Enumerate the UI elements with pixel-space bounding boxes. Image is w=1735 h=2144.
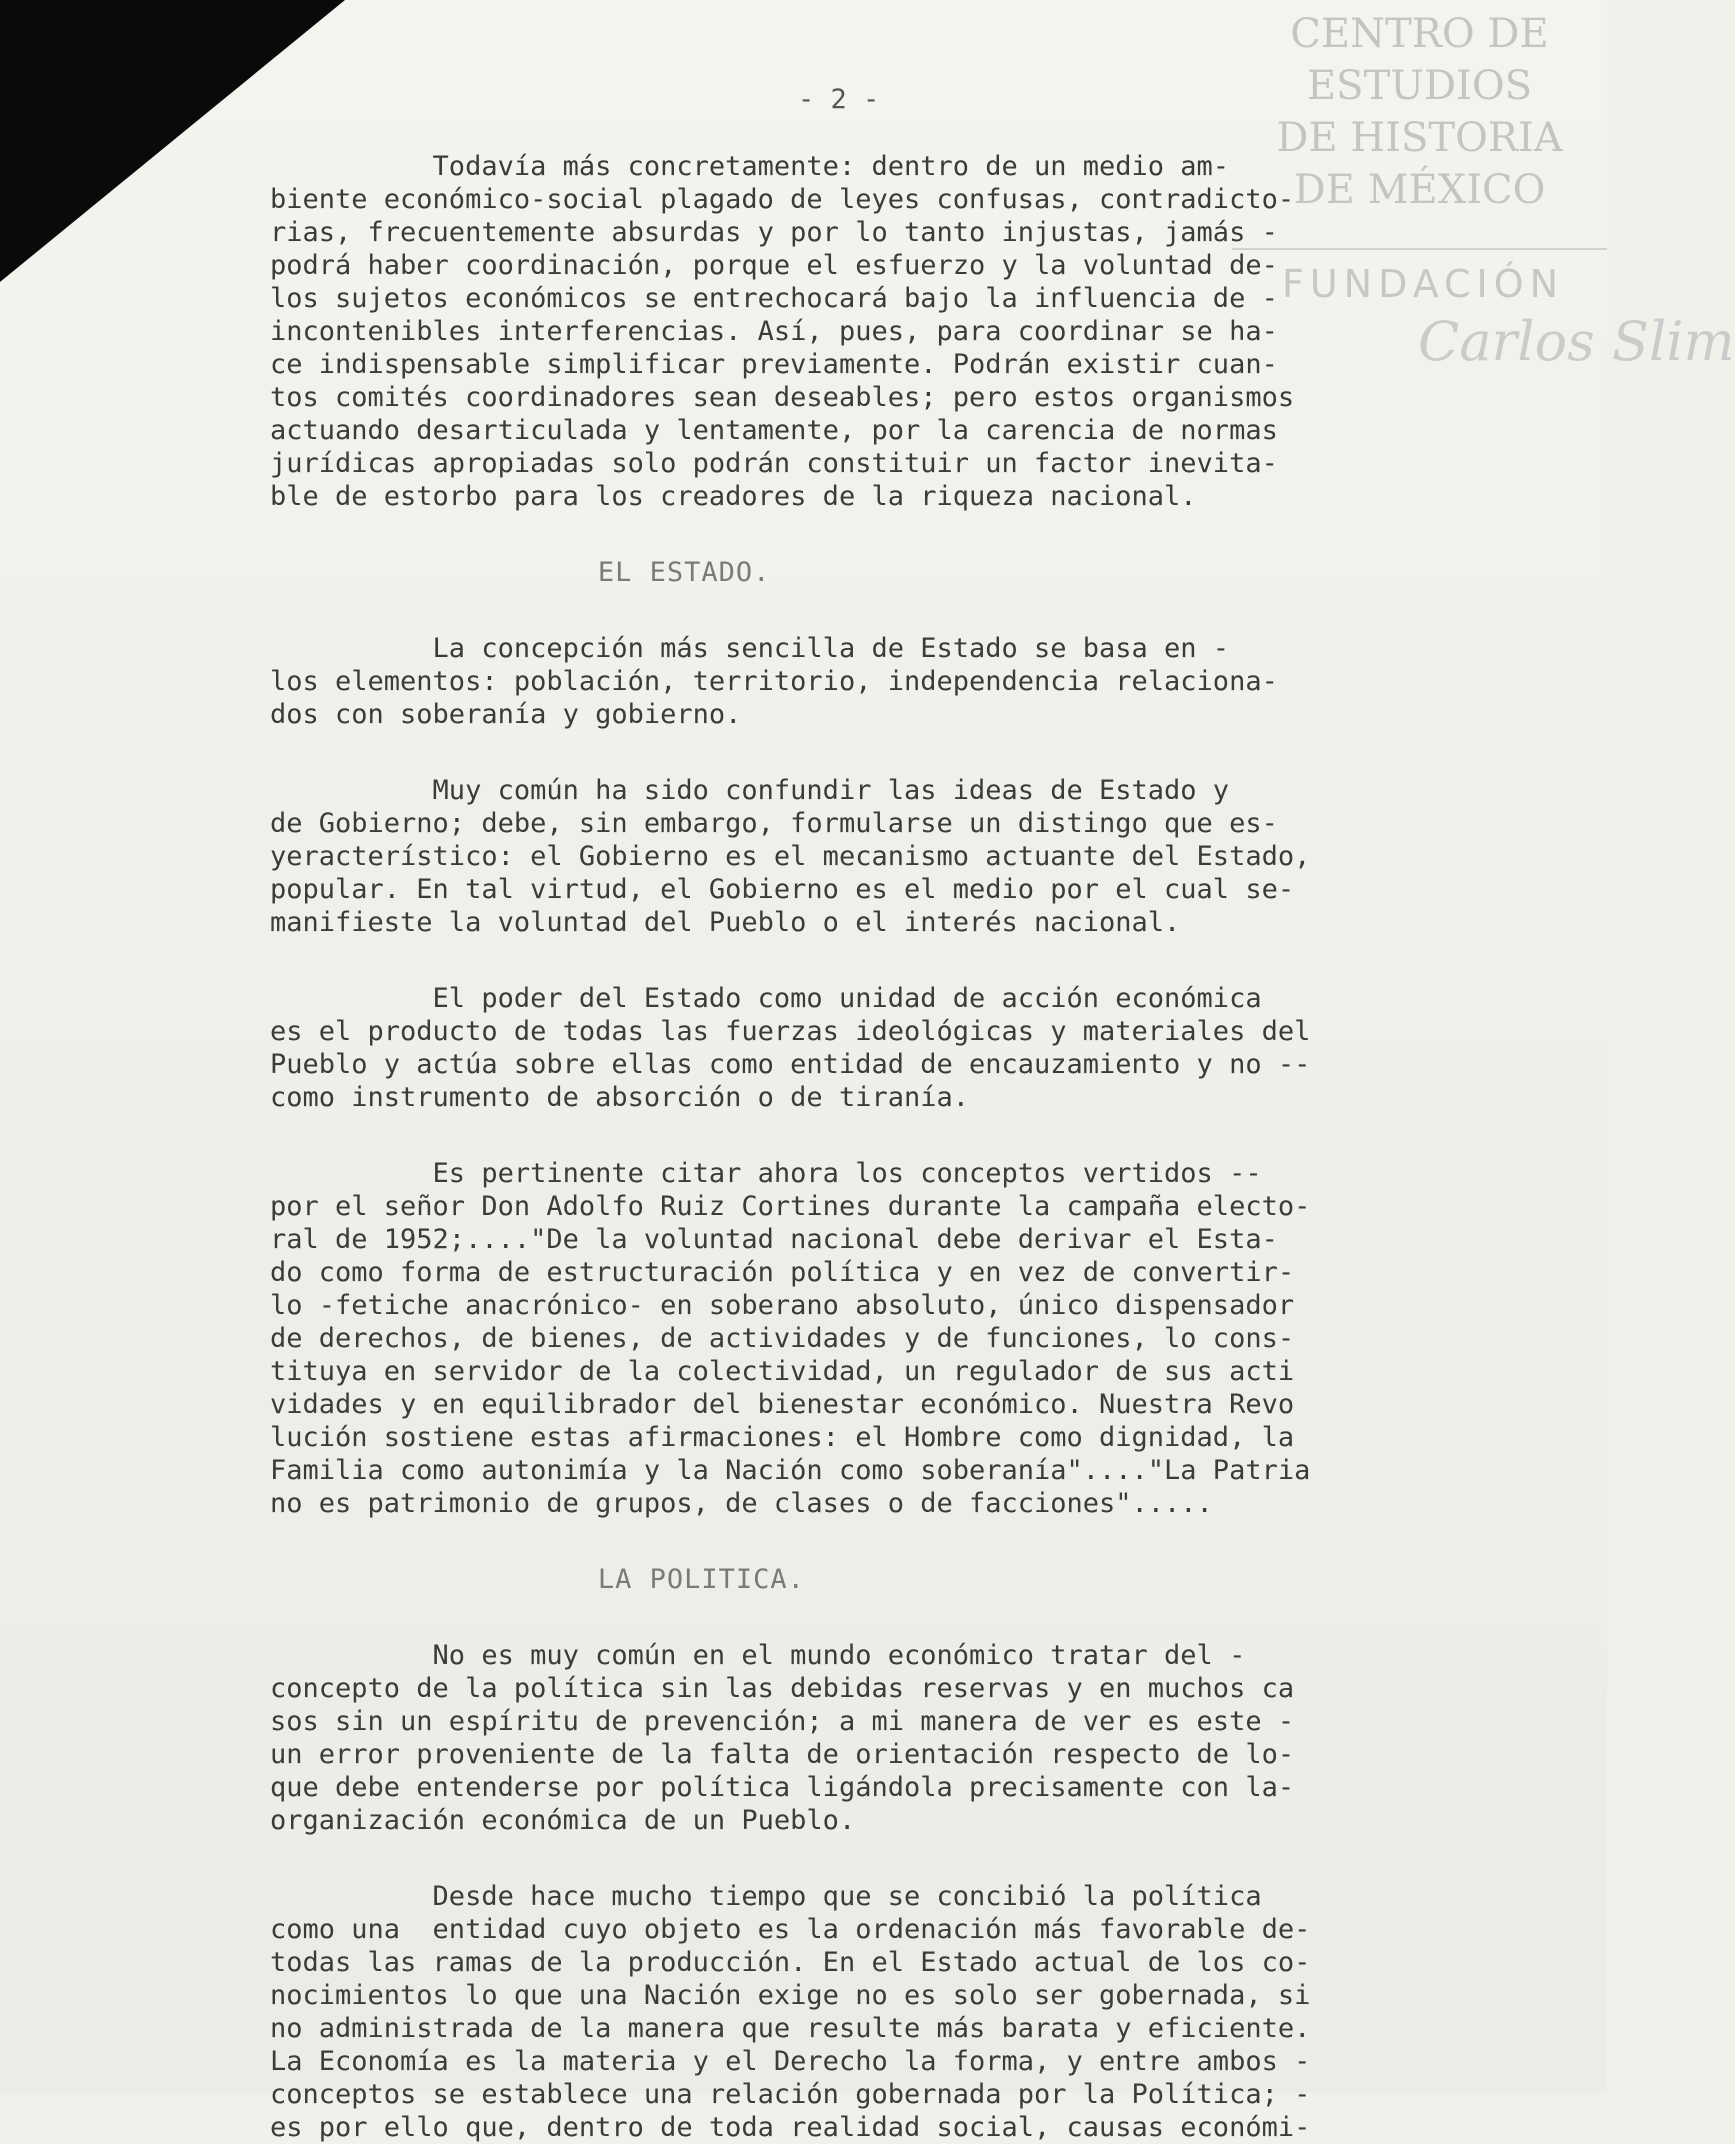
text-line: de Gobierno; debe, sin embargo, formularse un distingo que es-	[270, 808, 1278, 839]
text-line: El poder del Estado como unidad de acción económica	[270, 983, 1262, 1014]
paragraph-ordenacion-produccion	[270, 1880, 1500, 2144]
watermark-signature: Carlos Slim	[1418, 310, 1735, 373]
text-line: Familia como autonimía y la Nación como soberanía"...."La Patria	[270, 1455, 1311, 1486]
text-line: todas las ramas de la producción. En el Estado actual de los co-	[270, 1947, 1311, 1978]
text-line: yeracterístico: el Gobierno es el mecanismo actuante del Estado,	[270, 841, 1311, 872]
section-heading-estado: EL ESTADO.	[270, 557, 771, 588]
text-line: do como forma de estructuración política y en vez de convertir-	[270, 1257, 1295, 1288]
text-line: los elementos: población, territorio, independencia relaciona-	[270, 666, 1278, 697]
watermark-line: DE MÉXICO	[1293, 167, 1546, 213]
text-line: La concepción más sencilla de Estado se basa en -	[270, 633, 1230, 664]
watermark-line: ESTUDIOS	[1306, 63, 1533, 109]
paragraph-politica-economia	[270, 1639, 1500, 1837]
typewritten-body	[270, 150, 1500, 2144]
text-line: Desde hace mucho tiempo que se concibió la política	[270, 1881, 1262, 1912]
text-line: lo -fetiche anacrónico- en soberano absoluto, único dispensador	[270, 1290, 1295, 1321]
text-line: ble de estorbo para los creadores de la riqueza nacional.	[270, 481, 1197, 512]
text-line: dos con soberanía y gobierno.	[270, 699, 742, 730]
text-line: ral de 1952;...."De la voluntad nacional debe derivar el Esta-	[270, 1224, 1278, 1255]
watermark-fundacion: FUNDACIÓN	[1282, 262, 1565, 306]
text-line: que debe entenderse por política ligándola precisamente con la-	[270, 1772, 1295, 1803]
text-line: Es pertinente citar ahora los conceptos vertidos --	[270, 1158, 1262, 1189]
text-line: los sujetos económicos se entrechocará bajo la influencia de -	[270, 283, 1278, 314]
text-line: rias, frecuentemente absurdas y por lo tanto injustas, jamás -	[270, 217, 1278, 248]
text-line: como instrumento de absorción o de tiranía.	[270, 1082, 969, 1113]
text-line: concepto de la política sin las debidas reservas y en muchos ca	[270, 1673, 1295, 1704]
text-line: popular. En tal virtud, el Gobierno es el medio por el cual se-	[270, 874, 1295, 905]
paragraph-concepcion-estado	[270, 632, 1500, 731]
text-line: no es patrimonio de grupos, de clases o de facciones".....	[270, 1488, 1213, 1519]
text-line: como una entidad cuyo objeto es la ordenación más favorable de-	[270, 1914, 1311, 1945]
text-line: conceptos se establece una relación gobernada por la Política; -	[270, 2079, 1311, 2110]
text-line: es el producto de todas las fuerzas ideológicas y materiales del	[270, 1016, 1311, 1047]
text-line: ce indispensable simplificar previamente. Podrán existir cuan-	[270, 349, 1278, 380]
text-line: un error proveniente de la falta de orientación respecto de lo-	[270, 1739, 1295, 1770]
text-line: jurídicas apropiadas solo podrán constituir un factor inevita-	[270, 448, 1278, 479]
text-line: nocimientos lo que una Nación exige no es solo ser gobernada, si	[270, 1980, 1311, 2011]
paragraph-poder-estado	[270, 982, 1500, 1114]
text-line: podrá haber coordinación, porque el esfuerzo y la voluntad de-	[270, 250, 1278, 281]
text-line: es por ello que, dentro de toda realidad social, causas económi-	[270, 2112, 1311, 2143]
paragraph-estado-gobierno	[270, 774, 1500, 939]
text-line: biente económico-social plagado de leyes confusas, contradicto-	[270, 184, 1295, 215]
text-line: por el señor Don Adolfo Ruiz Cortines durante la campaña electo-	[270, 1191, 1311, 1222]
text-line: No es muy común en el mundo económico tratar del -	[270, 1640, 1246, 1671]
paragraph-coordinacion	[270, 150, 1500, 513]
page-number: - 2 -	[798, 84, 880, 115]
text-line: tituya en servidor de la colectividad, un regulador de sus acti	[270, 1356, 1295, 1387]
text-line: manifieste la voluntad del Pueblo o el interés nacional.	[270, 907, 1181, 938]
text-line: Muy común ha sido confundir las ideas de Estado y	[270, 775, 1230, 806]
text-line: actuando desarticulada y lentamente, por la carencia de normas	[270, 415, 1278, 446]
paragraph-cita-ruiz-cortines	[270, 1157, 1500, 1520]
text-line: sos sin un espíritu de prevención; a mi manera de ver es este -	[270, 1706, 1295, 1737]
text-line: organización económica de un Pueblo.	[270, 1805, 856, 1836]
text-line: La Economía es la materia y el Derecho la forma, y entre ambos -	[270, 2046, 1311, 2077]
text-line: lución sostiene estas afirmaciones: el Hombre como dignidad, la	[270, 1422, 1295, 1453]
section-heading-politica: LA POLITICA.	[270, 1564, 805, 1595]
text-line: de derechos, de bienes, de actividades y de funciones, lo cons-	[270, 1323, 1295, 1354]
text-line: Todavía más concretamente: dentro de un medio am-	[270, 151, 1230, 182]
text-line: vidades y en equilibrador del bienestar económico. Nuestra Revo	[270, 1389, 1295, 1420]
text-line: tos comités coordinadores sean deseables; pero estos organismos	[270, 382, 1295, 413]
text-line: no administrada de la manera que resulte más barata y eficiente.	[270, 2013, 1311, 2044]
text-line: incontenibles interferencias. Así, pues, para coordinar se ha-	[270, 316, 1278, 347]
watermark-line: CENTRO DE	[1290, 11, 1549, 57]
watermark-line: DE HISTORIA	[1276, 115, 1563, 161]
text-line: Pueblo y actúa sobre ellas como entidad de encauzamiento y no --	[270, 1049, 1311, 1080]
